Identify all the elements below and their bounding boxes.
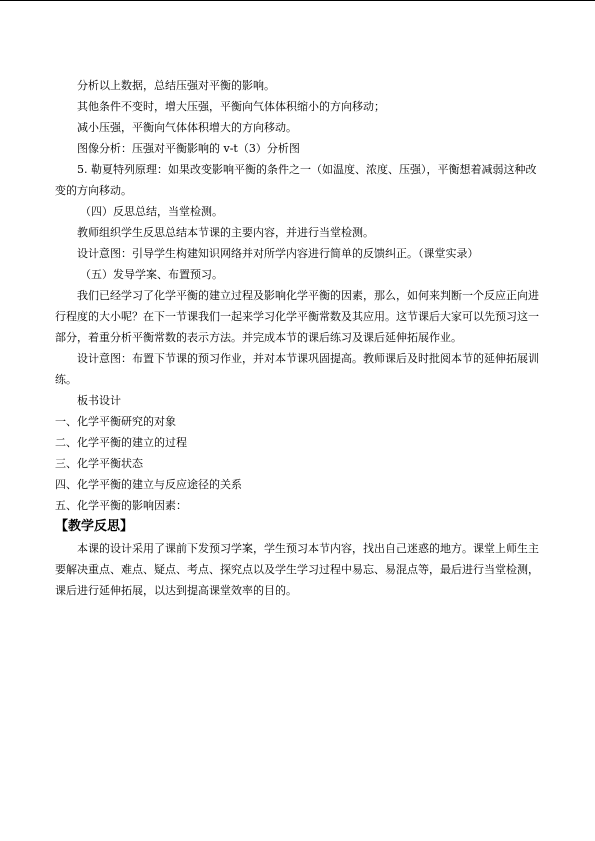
board-item-3: 三、化学平衡状态 [55, 457, 143, 470]
section-heading-preview: （五）发导学案、布置预习。 [80, 268, 223, 281]
document-body [55, 75, 545, 601]
section-heading-reflection-test: （四）反思总结，当堂检测。 [80, 205, 223, 218]
paragraph-decrease-pressure: 减小压强，平衡向气体体积增大的方向移动。 [77, 121, 297, 134]
paragraph-teaching-reflection: 本课的设计采用了课前下发预习学案，学生预习本节内容，找出自己迷惑的地方。课堂上师生主要解决重点、难点、疑点、考点、探究点以及学生学习过程中易忘、易混点等，最后进行当堂检测，课后进行延伸拓展，以达到提高课堂效率的目的。 [55, 542, 539, 597]
board-item-2: 二、化学平衡的建立的过程 [55, 436, 187, 449]
board-item-5: 五、化学平衡的影响因素： [55, 499, 187, 512]
paragraph-increase-pressure: 其他条件不变时，增大压强，平衡向气体体积缩小的方向移动； [77, 100, 385, 113]
paragraph-teacher-organize: 教师组织学生反思总结本节课的主要内容，并进行当堂检测。 [77, 226, 374, 239]
paragraph-analysis: 分析以上数据，总结压强对平衡的影响。 [77, 79, 275, 92]
board-item-1: 一、化学平衡研究的对象 [55, 415, 176, 428]
teaching-reflection-heading: 【教学反思】 [55, 519, 134, 534]
board-item-4: 四、化学平衡的建立与反应途径的关系 [55, 478, 242, 491]
top-rule [0, 0, 595, 1]
paragraph-graph-analysis: 图像分析：压强对平衡影响的 v-t（3）分析图 [77, 142, 300, 155]
board-design-title: 板书设计 [77, 394, 121, 407]
paragraph-le-chatelier: 5. 勒夏特列原理：如果改变影响平衡的条件之一（如温度、浓度、压强），平衡想着减弱这种改变的方向移动。 [55, 163, 537, 197]
paragraph-next-lesson: 我们已经学习了化学平衡的建立过程及影响化学平衡的因素，那么，如何来判断一个反应正向进行程度的大小呢？在下一节课我们一起来学习化学平衡常数及其应用。这节课后大家可以先预习这一部分，着重分析平衡常数的表示方法。并完成本节的课后练习及课后延伸拓展作业。 [55, 289, 539, 344]
paragraph-design-intent-2: 设计意图：布置下节课的预习作业，并对本节课巩固提高。教师课后及时批阅本节的延伸拓展训练。 [55, 352, 539, 386]
paragraph-design-intent-1: 设计意图：引导学生构建知识网络并对所学内容进行简单的反馈纠正。（课堂实录） [77, 247, 479, 260]
